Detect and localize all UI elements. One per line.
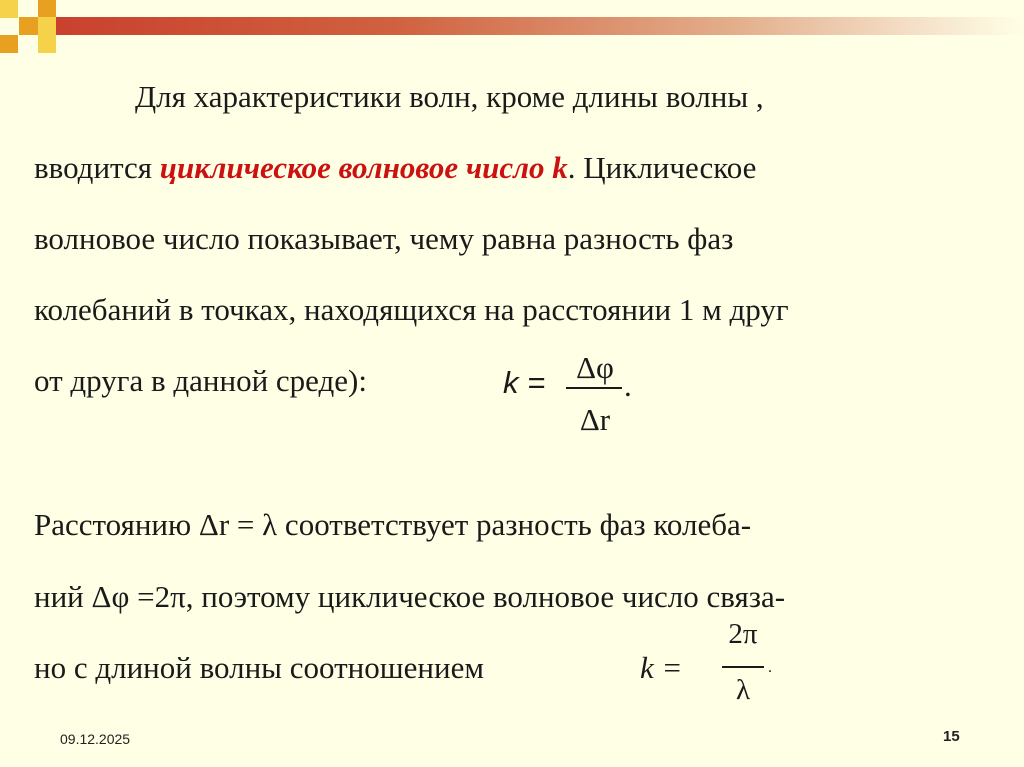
paragraph1-line3: волновое число показывает, чему равна разность фаз — [34, 221, 734, 256]
paragraph1-line5: от друга в данной среде): — [34, 363, 367, 398]
formula2-numerator: 2π — [728, 618, 758, 650]
formula1-lhs: k = — [503, 365, 546, 400]
paragraph1-line1: Для характеристики волн, кроме длины волны , — [135, 79, 764, 114]
formula1-numerator: Δφ — [576, 350, 614, 385]
paragraph1-line2-end: . Циклическое — [567, 150, 757, 185]
paragraph1-line4: колебаний в точках, находящихся на расстоянии 1 м друг — [34, 292, 789, 327]
formula1-denominator: Δr — [579, 402, 611, 437]
slide-date: 09.12.2025 — [60, 731, 131, 747]
term-highlight: циклическое волновое число k — [159, 150, 568, 185]
header-decoration — [0, 0, 1024, 60]
paragraph2-line3: но с длиной волны соотношением — [34, 650, 484, 685]
deco-square — [0, 0, 18, 18]
slide-page-number: 15 — [943, 728, 960, 745]
formula2-denominator: λ — [735, 674, 751, 706]
deco-square — [19, 17, 38, 35]
paragraph1-line2-start: вводится — [34, 150, 160, 185]
deco-square — [38, 0, 56, 18]
deco-square — [0, 35, 18, 53]
formula1-tail: . — [624, 368, 632, 403]
paragraph2-line2: ний Δφ =2π, поэтому циклическое волновое число связа- — [34, 579, 786, 614]
deco-square — [38, 17, 56, 35]
formula1-fraction-bar — [566, 387, 622, 389]
paragraph1-line2 — [34, 152, 756, 183]
formula2-fraction-bar — [722, 666, 764, 668]
formula2-tail: . — [768, 659, 772, 676]
header-gradient-bar — [56, 17, 1024, 35]
deco-square — [38, 35, 56, 53]
formula2-lhs: k = — [640, 650, 683, 685]
paragraph2-line1: Расстоянию Δr = λ соответствует разность фаз колеба- — [34, 507, 752, 542]
